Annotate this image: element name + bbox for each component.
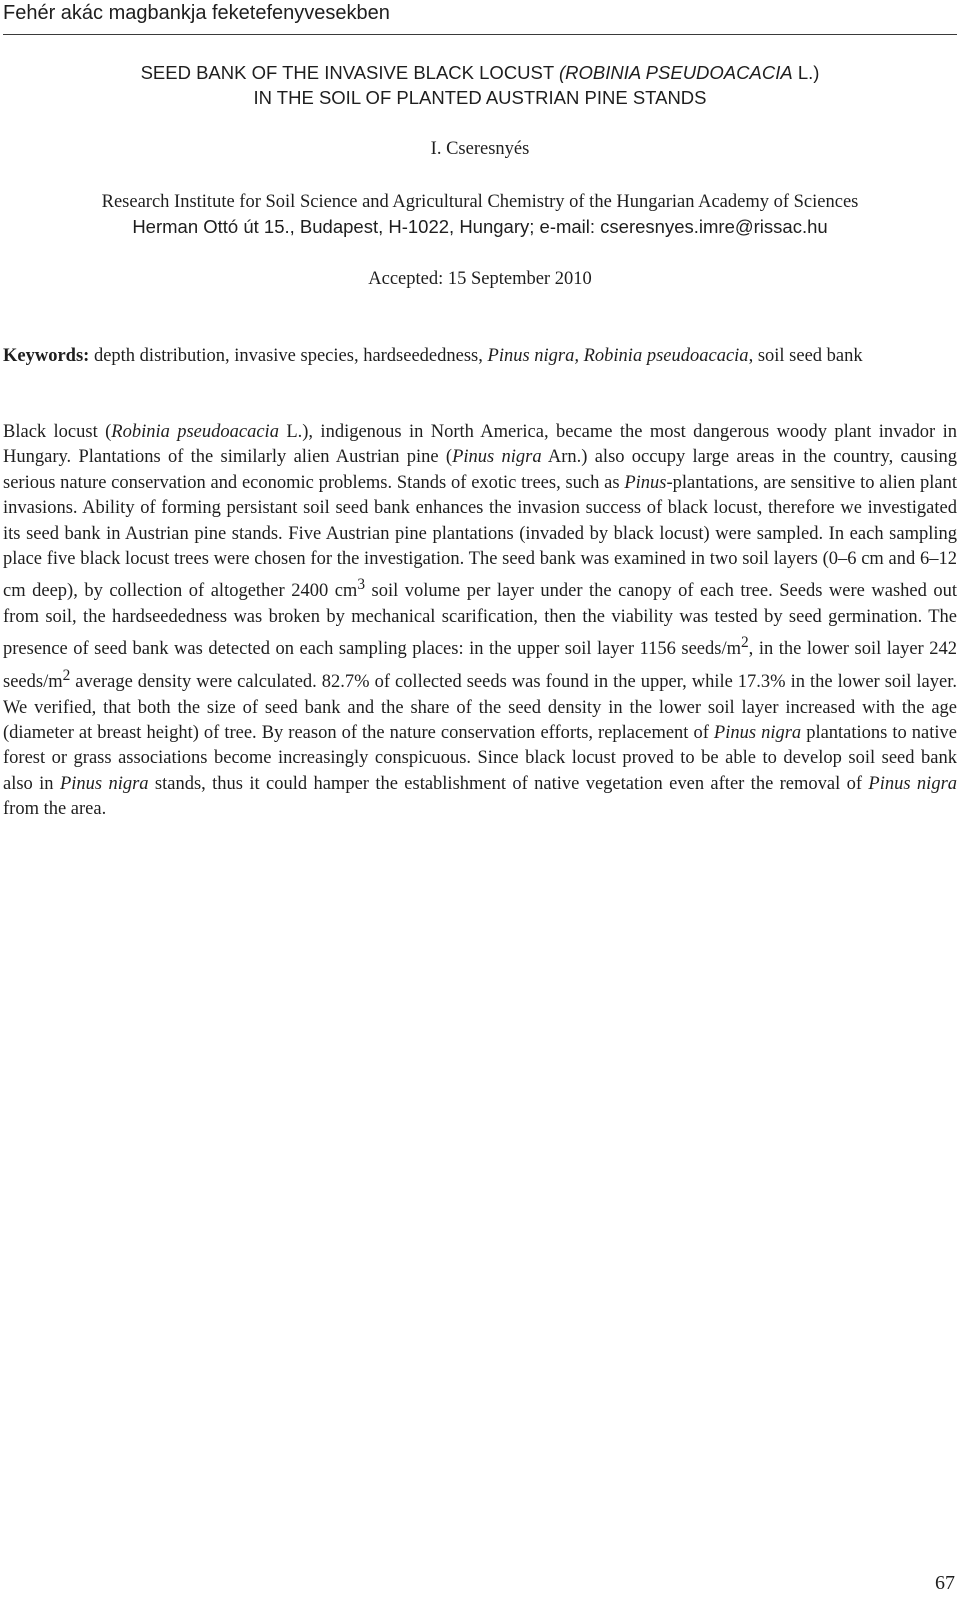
superscript: 2 [740, 634, 749, 652]
abstract-species: Pinus nigra [452, 447, 542, 468]
abstract [3, 420, 957, 823]
keywords-species: Pinus nigra, Robinia pseudoacacia [487, 346, 749, 366]
header-divider [3, 34, 957, 35]
abstract-species: Pinus [624, 472, 667, 493]
title-line-1-species: (ROBINIA PSEUDOACACIA [559, 62, 793, 83]
keywords-text-2: , soil seed bank [748, 346, 863, 366]
title-line-1-start: SEED BANK OF THE INVASIVE BLACK LOCUST [140, 62, 559, 83]
abstract-species: Robinia pseudoacacia [111, 422, 279, 442]
superscript: 3 [357, 576, 366, 594]
abstract-text: L.), indigenous in North America, became the most dangerous woody plant invador in Hungary. Plantations of the similarly alien Austrian pine ( [3, 422, 957, 468]
keywords-text-1: depth distribution, invasive species, hardseededness, [89, 346, 488, 366]
title-line-2: IN THE SOIL OF PLANTED AUSTRIAN PINE STANDS [253, 87, 707, 108]
abstract-text: plantations to native forest or grass associations become increasingly conspicuous. Since black locust proved to be able to develop soil seed bank also in [3, 722, 958, 794]
abstract-text: average density were calculated. 82.7% of collected seeds was found in the upper, while 17.3% in the lower soil layer. We verified, that both the size of seed bank and the share of the seed density in the lower soil layer increased with the age (diameter at breast height) of tree. By reason of the nature conservation efforts, replacement of [3, 672, 957, 743]
abstract-species: Pinus nigra [713, 722, 802, 743]
abstract-species: Pinus nigra [868, 773, 958, 794]
abstract-species: Pinus nigra [59, 773, 149, 794]
accepted-date: Accepted: 15 September 2010 [368, 269, 592, 289]
running-header: Fehér akác magbankja feketefenyvesekben [3, 2, 390, 24]
paper-title [0, 60, 960, 110]
abstract-text: soil volume per layer under the canopy of each tree. Seeds were washed out from soil, the hardseededness was broken by mechanical scarification, then the viability was tested by seed germination. The presence of seed bank was detected on each sampling places: in the upper soil layer 1156 seeds/m [3, 581, 957, 660]
author: I. Cseresnyés [430, 139, 530, 159]
title-line-1 [0, 60, 960, 85]
abstract-text: Arn.) also occupy large areas in the country, causing serious nature conservation and economic problems. Stands of exotic trees, such as [3, 447, 957, 493]
title-line-1-end: L.) [792, 62, 820, 83]
abstract-text: from the area. [3, 799, 107, 820]
keywords [3, 344, 957, 370]
abstract-text: Black locust ( [3, 422, 112, 442]
abstract-text: stands, thus it could hamper the establishment of native vegetation even after the removal of [148, 773, 869, 794]
page-number: 67 [935, 1572, 955, 1594]
affiliation-address: Herman Ottó út 15., Budapest, H-1022, Hungary; e-mail: cseresnyes.imre@rissac.hu [132, 216, 828, 237]
abstract-text: -plantations, are sensitive to alien plant invasions. Ability of forming persistant soil seed bank enhances the invasion success of black locust, therefore we investigated its seed bank in Austrian pine stands. Five Austrian pine plantations (invaded by black locust) were sampled. In each sampling place five black locust trees were chosen for the investigation. The seed bank was examined in two soil layers (0–6 cm and 6–12 cm deep), by collection of altogether 2400 cm [3, 472, 957, 602]
affiliation-institute: Research Institute for Soil Science and Agricultural Chemistry of the Hungarian Academy of Sciences [101, 192, 859, 212]
keywords-label: Keywords: [3, 346, 90, 366]
abstract-text: , in the lower soil layer 242 seeds/m [3, 639, 957, 693]
superscript: 2 [62, 666, 71, 684]
